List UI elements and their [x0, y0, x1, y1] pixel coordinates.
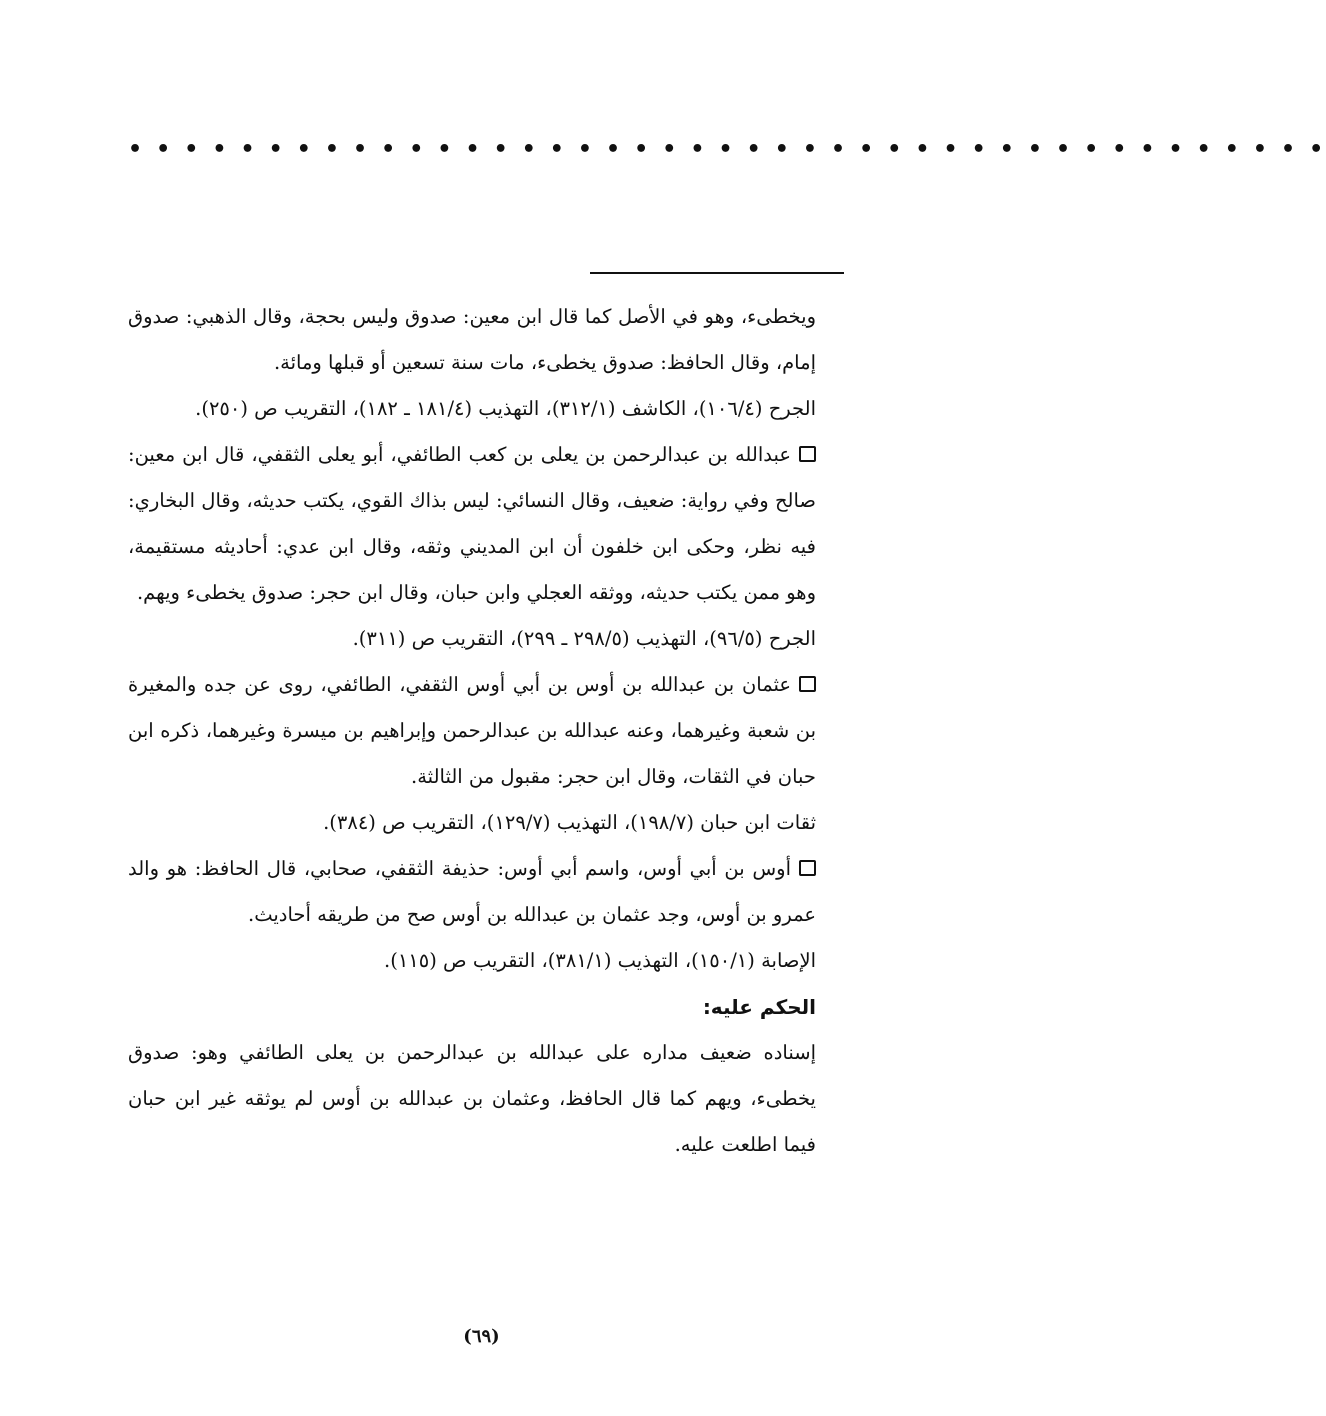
narrator-2-text: عبدالله بن عبدالرحمن بن يعلى بن كعب الطائفي، أبو يعلى الثقفي، قال ابن معين: صالح وفي رواية: ضعيف، وقال النسائي: ليس بذاك القوي، يكتب حديثه، وقال البخاري: فيه نظر، وحكى ابن خلفون أن ابن المديني وثقه، وقال ابن عدي: أحاديثه مستقيمة، وهو ممن يكتب حديثه، ووثقه العجلي وابن حبان، وقال ابن حجر: صدوق يخطىء ويهم. [128, 443, 816, 604]
footnote-body [128, 294, 816, 1168]
page-number: (٦٩) [463, 1326, 500, 1347]
section-heading: الحكم عليه: [702, 995, 816, 1019]
reference-line-2: الجرح (٩٦/٥)، التهذيب (٢٩٨/٥ ـ ٢٩٩)، التقريب ص (٣١١). [352, 627, 816, 650]
checkbox-square-icon [799, 860, 816, 876]
footnote-separator [590, 272, 844, 274]
narrator-3-text: عثمان بن عبدالله بن أوس بن أبي أوس الثقفي، الطائفي، روى عن جده والمغيرة بن شعبة وغيرهما، وعنه عبدالله بن عبدالرحمن وإبراهيم بن ميسرة وغيرهما، ذكره ابن حبان في الثقات، وقال ابن حجر: مقبول من الثالثة. [128, 673, 816, 788]
verdict-paragraph: إسناده ضعيف مداره على عبدالله بن عبدالرحمن بن يعلى الطائفي وهو: صدوق يخطىء، ويهم كما قال الحافظ، وعثمان بن عبدالله بن أوس لم يوثقه غير ابن حبان فيما اطلعت عليه. [128, 1041, 816, 1156]
checkbox-square-icon [799, 446, 816, 462]
paragraph-narrator-3 [128, 662, 816, 800]
reference-line-3: ثقات ابن حبان (١٩٨/٧)، التهذيب (١٢٩/٧)، التقريب ص (٣٨٤). [323, 811, 816, 834]
checkbox-square-icon [799, 676, 816, 692]
paragraph-narrator-1-continued: ويخطىء، وهو في الأصل كما قال ابن معين: صدوق وليس بحجة، وقال الذهبي: صدوق إمام، وقال الحافظ: صدوق يخطىء، مات سنة تسعين أو قبلها ومائة. [128, 305, 816, 374]
paragraph-narrator-4 [128, 846, 816, 938]
narrator-4-text: أوس بن أبي أوس، واسم أبي أوس: حذيفة الثقفي، صحابي، قال الحافظ: هو والد عمرو بن أوس، وجد عثمان بن عبدالله بن أوس صح من طريقه أحاديث. [128, 857, 816, 926]
ornamental-dot-line: • • • • • • • • • • • • • • • • • • • • • • • • • • • • • • • • • • • • • • • • • • • [128, 137, 1326, 162]
reference-line-4: الإصابة (١٥٠/١)، التهذيب (٣٨١/١)، التقريب ص (١١٥). [384, 949, 816, 972]
paragraph-narrator-2 [128, 432, 816, 616]
reference-line-1: الجرح (١٠٦/٤)، الكاشف (٣١٢/١)، التهذيب (١٨١/٤ ـ ١٨٢)، التقريب ص (٢٥٠). [195, 397, 816, 420]
